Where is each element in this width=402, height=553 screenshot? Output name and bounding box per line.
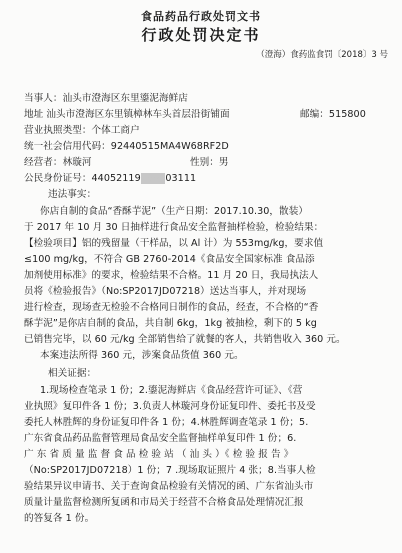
id-number-prefix: 公民身份证号：44052119 (24, 173, 141, 184)
business-license-type: 营业执照类型：个体工商户 (24, 125, 140, 136)
evidence-line: （No:SP2017JD07218）1 份；7 .现场取证照片 4 张；8.当事人检 (24, 465, 316, 476)
facts-line: 于 2017 年 10 月 30 日抽样进行食品安全监督抽样检验，检验结果： (24, 222, 324, 233)
facts-line: 你店自制的食品“香酥芋泥”（生产日期：2017.10.30，散装） (40, 206, 308, 217)
credit-code: 统一社会信用代码：92440515MA4W68RF2D (24, 141, 229, 152)
evidence-line: 委托人林胜辉的身份证复印件各 1 份；4.林胜辉调查笔录 1 份；5. (24, 417, 309, 428)
operator-name: 经营者：林璇河 (24, 157, 92, 168)
id-number-redacted: 4805 (140, 173, 166, 184)
operator-row (0, 156, 402, 169)
facts-line: 加剂使用标准》的要求，检验结果不合格。11 月 20 日，我局执法人 (24, 270, 319, 281)
facts-line: 已销售完毕，以 60 元/kg 全部销售给了就餐的客人，共销售收入 360 元。 (24, 334, 346, 345)
document-title: 行政处罚决定书 (141, 26, 261, 44)
evidence-line: 业执照》复印件各 1 份；3.负责人林璇河身份证复印件、委托书及受 (24, 401, 316, 412)
facts-line: 【检验项目】铝的残留量（干样品，以 Al 计）为 553mg/kg，要求值 (24, 238, 324, 249)
evidence-line: 验结果异议申请书、关于查询食品检验有关情况的函、广东省汕头市 (24, 481, 314, 492)
party-address: 地址 汕头市澄海区东里镇樟林车头首层沿街铺面 (24, 109, 230, 120)
evidence-heading: 相关证据： (48, 368, 97, 379)
evidence-line: 的答复各 1 份。 (24, 513, 95, 524)
id-number-suffix: 03111 (165, 173, 197, 184)
evidence-line: 广东省食品药品监督管理局食品安全监督抽样单复印件 1 份；6. (24, 433, 297, 444)
postal-code: 邮编：515800 (300, 109, 366, 120)
facts-line: 员将《检验报告》（No:SP2017JD07218）送达当事人，并对现场 (24, 286, 307, 297)
operator-gender: 性别：男 (190, 157, 229, 168)
document-category-title: 食品药品行政处罚文书 (141, 10, 261, 23)
facts-line: ≤100 mg/kg，不符合 GB 2760-2014《食品安全国家标准 食品添 (24, 254, 315, 265)
document-number: （澄海）食药监食罚〔2018〕3 号 (256, 50, 388, 60)
party-name: 当事人：汕头市澄海区东里鎏泥海鲜店 (24, 93, 188, 104)
party-address-row (0, 108, 402, 121)
evidence-line: 1.现场检查笔录 1 份；2.鎏泥海鲜店《食品经营许可证》、《营 (40, 385, 303, 396)
evidence-line: 质量计量监督检测所复函和市局关于经营不合格食品处理情况汇报 (24, 497, 304, 508)
facts-line: 进行检查，现场查无检验不合格同日制作的食品，经查，不合格的“香 (24, 302, 319, 313)
facts-line: 本案违法所得 360 元，涉案食品货值 360 元。 (40, 350, 244, 361)
id-number-row (0, 172, 402, 185)
facts-line: 酥芋泥”是你店自制的食品，共自制 6kg，1kg 被抽检，剩下的 5 kg (24, 318, 317, 329)
evidence-line: 广 东 省 质 量 监 督 食 品 检 验 站 （ 汕 头 ）《 检 验 报 告 》 (24, 449, 294, 460)
facts-heading: 违法事实： (48, 189, 97, 200)
